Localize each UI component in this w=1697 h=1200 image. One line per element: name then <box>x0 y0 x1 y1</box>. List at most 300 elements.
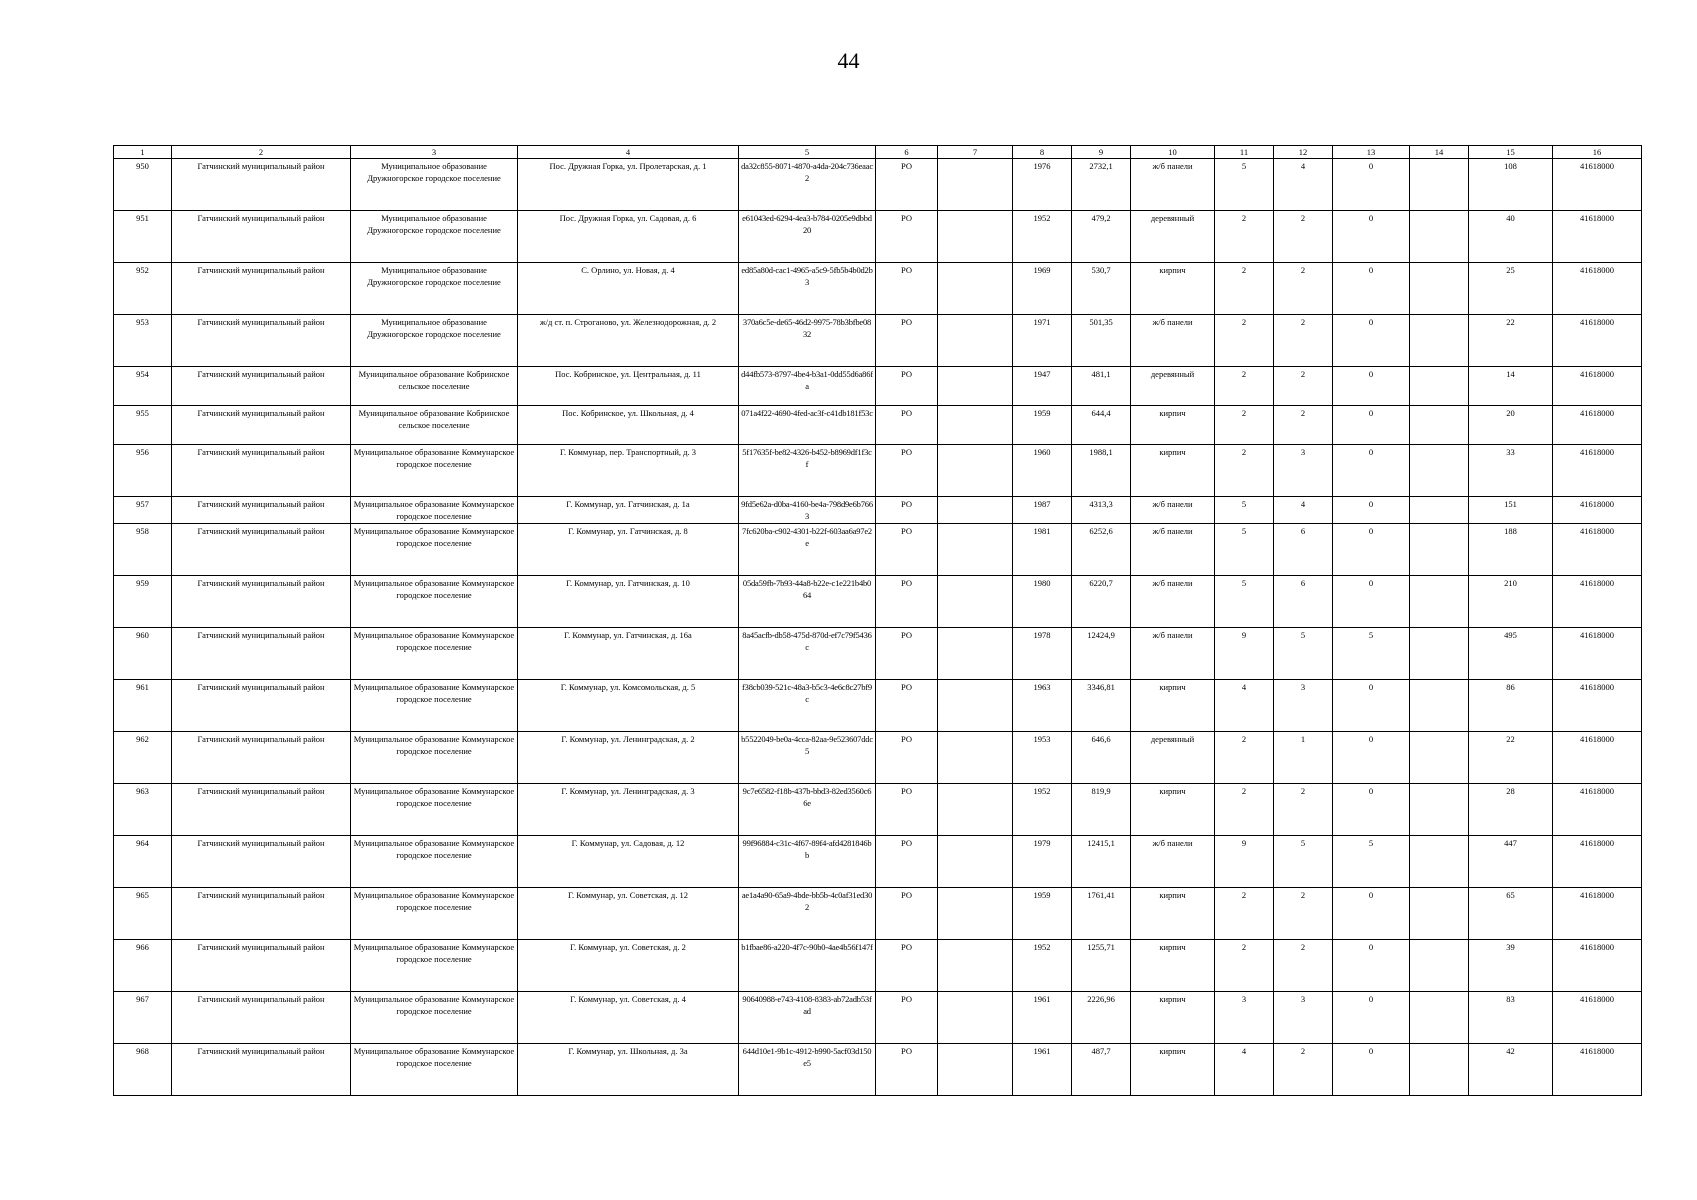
district-cell: Гатчинский муниципальный район <box>172 732 351 784</box>
floors-cell: 5 <box>1215 159 1274 211</box>
c6-cell: РО <box>876 888 938 940</box>
housing-registry-table <box>113 145 1642 1096</box>
area-cell: 530,7 <box>1072 263 1131 315</box>
c15-cell: 40 <box>1469 211 1553 263</box>
c6-cell: РО <box>876 628 938 680</box>
c14-cell <box>1410 445 1469 497</box>
municipality-cell: Муниципальное образование Коммунарское городское поселение <box>351 992 518 1044</box>
table-body <box>114 159 1642 1096</box>
floors-cell: 9 <box>1215 836 1274 888</box>
municipality-cell: Муниципальное образование Коммунарское городское поселение <box>351 576 518 628</box>
row-number: 950 <box>114 159 172 211</box>
c13-cell: 0 <box>1333 263 1410 315</box>
district-cell: Гатчинский муниципальный район <box>172 263 351 315</box>
c7-cell <box>938 159 1013 211</box>
material-cell: ж/б панели <box>1131 315 1215 367</box>
table-row <box>114 732 1642 784</box>
year-cell: 1987 <box>1013 497 1072 524</box>
oktmo-cell: 41618000 <box>1553 1044 1642 1096</box>
year-cell: 1961 <box>1013 1044 1072 1096</box>
c14-cell <box>1410 836 1469 888</box>
municipality-cell: Муниципальное образование Коммунарское городское поселение <box>351 888 518 940</box>
table-row <box>114 159 1642 211</box>
municipality-cell: Муниципальное образование Коммунарское городское поселение <box>351 628 518 680</box>
year-cell: 1980 <box>1013 576 1072 628</box>
row-number: 953 <box>114 315 172 367</box>
oktmo-cell: 41618000 <box>1553 406 1642 445</box>
district-cell: Гатчинский муниципальный район <box>172 445 351 497</box>
area-cell: 12415,1 <box>1072 836 1131 888</box>
oktmo-cell: 41618000 <box>1553 315 1642 367</box>
address-cell: Г. Коммунар, ул. Гатчинская, д. 16а <box>518 628 739 680</box>
c7-cell <box>938 263 1013 315</box>
municipality-cell: Муниципальное образование Коммунарское городское поселение <box>351 445 518 497</box>
table-row <box>114 406 1642 445</box>
guid-cell: 5f17635f-be82-4326-b452-b8969df1f3cf <box>739 445 876 497</box>
c13-cell: 0 <box>1333 445 1410 497</box>
area-cell: 487,7 <box>1072 1044 1131 1096</box>
entrances-cell: 3 <box>1274 680 1333 732</box>
district-cell: Гатчинский муниципальный район <box>172 576 351 628</box>
c15-cell: 188 <box>1469 524 1553 576</box>
entrances-cell: 1 <box>1274 732 1333 784</box>
c6-cell: РО <box>876 315 938 367</box>
material-cell: деревянный <box>1131 211 1215 263</box>
c13-cell: 0 <box>1333 888 1410 940</box>
year-cell: 1963 <box>1013 680 1072 732</box>
year-cell: 1952 <box>1013 784 1072 836</box>
c6-cell: РО <box>876 524 938 576</box>
area-cell: 12424,9 <box>1072 628 1131 680</box>
district-cell: Гатчинский муниципальный район <box>172 680 351 732</box>
oktmo-cell: 41618000 <box>1553 992 1642 1044</box>
c6-cell: РО <box>876 940 938 992</box>
c13-cell: 0 <box>1333 159 1410 211</box>
table-row <box>114 576 1642 628</box>
year-cell: 1978 <box>1013 628 1072 680</box>
c15-cell: 495 <box>1469 628 1553 680</box>
table-row <box>114 211 1642 263</box>
district-cell: Гатчинский муниципальный район <box>172 406 351 445</box>
area-cell: 819,9 <box>1072 784 1131 836</box>
table-row <box>114 524 1642 576</box>
guid-cell: 071a4f22-4690-4fed-ac3f-c41db181f53c <box>739 406 876 445</box>
district-cell: Гатчинский муниципальный район <box>172 497 351 524</box>
district-cell: Гатчинский муниципальный район <box>172 940 351 992</box>
c7-cell <box>938 497 1013 524</box>
c7-cell <box>938 1044 1013 1096</box>
floors-cell: 2 <box>1215 315 1274 367</box>
year-cell: 1959 <box>1013 406 1072 445</box>
row-number: 956 <box>114 445 172 497</box>
material-cell: кирпич <box>1131 445 1215 497</box>
area-cell: 1988,1 <box>1072 445 1131 497</box>
material-cell: ж/б панели <box>1131 576 1215 628</box>
c6-cell: РО <box>876 263 938 315</box>
guid-cell: e61043ed-6294-4ea3-b784-0205e9dbbd20 <box>739 211 876 263</box>
row-number: 967 <box>114 992 172 1044</box>
year-cell: 1953 <box>1013 732 1072 784</box>
c15-cell: 108 <box>1469 159 1553 211</box>
area-cell: 1255,71 <box>1072 940 1131 992</box>
address-cell: Г. Коммунар, ул. Советская, д. 12 <box>518 888 739 940</box>
table-row <box>114 680 1642 732</box>
column-header: 11 <box>1215 146 1274 159</box>
guid-cell: b1fbae86-a220-4f7c-90b0-4ae4b56f147f <box>739 940 876 992</box>
entrances-cell: 2 <box>1274 315 1333 367</box>
c14-cell <box>1410 524 1469 576</box>
year-cell: 1952 <box>1013 940 1072 992</box>
c14-cell <box>1410 888 1469 940</box>
c7-cell <box>938 680 1013 732</box>
c15-cell: 33 <box>1469 445 1553 497</box>
c6-cell: РО <box>876 445 938 497</box>
row-number: 954 <box>114 367 172 406</box>
municipality-cell: Муниципальное образование Дружногорское городское поселение <box>351 159 518 211</box>
area-cell: 3346,81 <box>1072 680 1131 732</box>
oktmo-cell: 41618000 <box>1553 159 1642 211</box>
column-header: 9 <box>1072 146 1131 159</box>
c14-cell <box>1410 263 1469 315</box>
municipality-cell: Муниципальное образование Коммунарское городское поселение <box>351 1044 518 1096</box>
guid-cell: d44fb573-8797-4be4-b3a1-0dd55d6a86fa <box>739 367 876 406</box>
c7-cell <box>938 940 1013 992</box>
district-cell: Гатчинский муниципальный район <box>172 367 351 406</box>
c7-cell <box>938 732 1013 784</box>
entrances-cell: 2 <box>1274 406 1333 445</box>
row-number: 952 <box>114 263 172 315</box>
year-cell: 1947 <box>1013 367 1072 406</box>
year-cell: 1952 <box>1013 211 1072 263</box>
address-cell: Пос. Дружная Горка, ул. Садовая, д. 6 <box>518 211 739 263</box>
material-cell: ж/б панели <box>1131 524 1215 576</box>
municipality-cell: Муниципальное образование Коммунарское городское поселение <box>351 940 518 992</box>
year-cell: 1981 <box>1013 524 1072 576</box>
column-header: 3 <box>351 146 518 159</box>
table-row <box>114 263 1642 315</box>
c14-cell <box>1410 680 1469 732</box>
entrances-cell: 4 <box>1274 497 1333 524</box>
column-header: 15 <box>1469 146 1553 159</box>
oktmo-cell: 41618000 <box>1553 576 1642 628</box>
area-cell: 501,35 <box>1072 315 1131 367</box>
c7-cell <box>938 628 1013 680</box>
floors-cell: 2 <box>1215 211 1274 263</box>
year-cell: 1960 <box>1013 445 1072 497</box>
municipality-cell: Муниципальное образование Коммунарское городское поселение <box>351 784 518 836</box>
column-header: 8 <box>1013 146 1072 159</box>
row-number: 964 <box>114 836 172 888</box>
floors-cell: 4 <box>1215 680 1274 732</box>
c14-cell <box>1410 628 1469 680</box>
column-header: 1 <box>114 146 172 159</box>
c6-cell: РО <box>876 732 938 784</box>
c14-cell <box>1410 940 1469 992</box>
address-cell: С. Орлино, ул. Новая, д. 4 <box>518 263 739 315</box>
municipality-cell: Муниципальное образование Коммунарское городское поселение <box>351 732 518 784</box>
c13-cell: 0 <box>1333 1044 1410 1096</box>
address-cell: Г. Коммунар, ул. Советская, д. 4 <box>518 992 739 1044</box>
guid-cell: 90640988-e743-4108-8383-ab72adb53fad <box>739 992 876 1044</box>
oktmo-cell: 41618000 <box>1553 888 1642 940</box>
c7-cell <box>938 315 1013 367</box>
entrances-cell: 2 <box>1274 263 1333 315</box>
row-number: 961 <box>114 680 172 732</box>
c7-cell <box>938 784 1013 836</box>
municipality-cell: Муниципальное образование Дружногорское городское поселение <box>351 263 518 315</box>
oktmo-cell: 41618000 <box>1553 263 1642 315</box>
address-cell: Г. Коммунар, ул. Ленинградская, д. 3 <box>518 784 739 836</box>
guid-cell: b5522049-be0a-4cca-82aa-9e523607ddc5 <box>739 732 876 784</box>
floors-cell: 2 <box>1215 888 1274 940</box>
floors-cell: 2 <box>1215 406 1274 445</box>
material-cell: кирпич <box>1131 263 1215 315</box>
address-cell: Г. Коммунар, ул. Гатчинская, д. 8 <box>518 524 739 576</box>
municipality-cell: Муниципальное образование Дружногорское городское поселение <box>351 315 518 367</box>
floors-cell: 9 <box>1215 628 1274 680</box>
address-cell: Г. Коммунар, ул. Советская, д. 2 <box>518 940 739 992</box>
c6-cell: РО <box>876 159 938 211</box>
c13-cell: 0 <box>1333 576 1410 628</box>
municipality-cell: Муниципальное образование Коммунарское городское поселение <box>351 524 518 576</box>
entrances-cell: 3 <box>1274 445 1333 497</box>
column-header: 4 <box>518 146 739 159</box>
entrances-cell: 2 <box>1274 888 1333 940</box>
table-row <box>114 315 1642 367</box>
c15-cell: 447 <box>1469 836 1553 888</box>
c6-cell: РО <box>876 680 938 732</box>
row-number: 959 <box>114 576 172 628</box>
table-row <box>114 628 1642 680</box>
entrances-cell: 3 <box>1274 992 1333 1044</box>
oktmo-cell: 41618000 <box>1553 836 1642 888</box>
row-number: 966 <box>114 940 172 992</box>
entrances-cell: 2 <box>1274 1044 1333 1096</box>
address-cell: Г. Коммунар, ул. Ленинградская, д. 2 <box>518 732 739 784</box>
column-header: 14 <box>1410 146 1469 159</box>
address-cell: ж/д ст. п. Строганово, ул. Железнодорожная, д. 2 <box>518 315 739 367</box>
address-cell: Г. Коммунар, ул. Гатчинская, д. 1а <box>518 497 739 524</box>
c13-cell: 0 <box>1333 406 1410 445</box>
row-number: 957 <box>114 497 172 524</box>
entrances-cell: 6 <box>1274 576 1333 628</box>
table-row <box>114 1044 1642 1096</box>
district-cell: Гатчинский муниципальный район <box>172 315 351 367</box>
column-header: 5 <box>739 146 876 159</box>
floors-cell: 2 <box>1215 367 1274 406</box>
c6-cell: РО <box>876 211 938 263</box>
district-cell: Гатчинский муниципальный район <box>172 211 351 263</box>
c7-cell <box>938 888 1013 940</box>
c14-cell <box>1410 576 1469 628</box>
c14-cell <box>1410 784 1469 836</box>
c13-cell: 0 <box>1333 992 1410 1044</box>
municipality-cell: Муниципальное образование Кобринское сельское поселение <box>351 406 518 445</box>
guid-cell: 9fd5e62a-d0ba-4160-be4a-798d9e6b7663 <box>739 497 876 524</box>
c15-cell: 25 <box>1469 263 1553 315</box>
area-cell: 4313,3 <box>1072 497 1131 524</box>
area-cell: 646,6 <box>1072 732 1131 784</box>
guid-cell: 99f96884-c31c-4f67-89f4-afd4281846bb <box>739 836 876 888</box>
c13-cell: 0 <box>1333 940 1410 992</box>
entrances-cell: 2 <box>1274 784 1333 836</box>
address-cell: Г. Коммунар, ул. Школьная, д. 3а <box>518 1044 739 1096</box>
row-number: 960 <box>114 628 172 680</box>
c15-cell: 22 <box>1469 315 1553 367</box>
table-row <box>114 445 1642 497</box>
c13-cell: 0 <box>1333 367 1410 406</box>
year-cell: 1979 <box>1013 836 1072 888</box>
page-number: 44 <box>837 48 860 73</box>
c14-cell <box>1410 406 1469 445</box>
material-cell: кирпич <box>1131 888 1215 940</box>
c14-cell <box>1410 992 1469 1044</box>
floors-cell: 2 <box>1215 263 1274 315</box>
area-cell: 479,2 <box>1072 211 1131 263</box>
oktmo-cell: 41618000 <box>1553 211 1642 263</box>
material-cell: кирпич <box>1131 1044 1215 1096</box>
district-cell: Гатчинский муниципальный район <box>172 784 351 836</box>
column-header: 7 <box>938 146 1013 159</box>
floors-cell: 2 <box>1215 940 1274 992</box>
c13-cell: 0 <box>1333 784 1410 836</box>
c14-cell <box>1410 1044 1469 1096</box>
c15-cell: 42 <box>1469 1044 1553 1096</box>
oktmo-cell: 41618000 <box>1553 680 1642 732</box>
area-cell: 1761,41 <box>1072 888 1131 940</box>
municipality-cell: Муниципальное образование Коммунарское городское поселение <box>351 836 518 888</box>
row-number: 958 <box>114 524 172 576</box>
c15-cell: 22 <box>1469 732 1553 784</box>
c14-cell <box>1410 367 1469 406</box>
area-cell: 6220,7 <box>1072 576 1131 628</box>
row-number: 963 <box>114 784 172 836</box>
column-header: 16 <box>1553 146 1642 159</box>
oktmo-cell: 41618000 <box>1553 445 1642 497</box>
c6-cell: РО <box>876 576 938 628</box>
area-cell: 644,4 <box>1072 406 1131 445</box>
guid-cell: 370a6c5e-de65-46d2-9975-78b3bfbe0832 <box>739 315 876 367</box>
oktmo-cell: 41618000 <box>1553 940 1642 992</box>
c6-cell: РО <box>876 992 938 1044</box>
row-number: 968 <box>114 1044 172 1096</box>
guid-cell: 8a45acfb-db58-475d-870d-ef7c79f5436c <box>739 628 876 680</box>
entrances-cell: 6 <box>1274 524 1333 576</box>
c15-cell: 151 <box>1469 497 1553 524</box>
column-header: 12 <box>1274 146 1333 159</box>
entrances-cell: 2 <box>1274 367 1333 406</box>
entrances-cell: 4 <box>1274 159 1333 211</box>
c13-cell: 0 <box>1333 315 1410 367</box>
material-cell: кирпич <box>1131 940 1215 992</box>
oktmo-cell: 41618000 <box>1553 524 1642 576</box>
column-number-header <box>114 146 1642 159</box>
entrances-cell: 2 <box>1274 211 1333 263</box>
district-cell: Гатчинский муниципальный район <box>172 836 351 888</box>
column-header: 13 <box>1333 146 1410 159</box>
guid-cell: 05da59fb-7b93-44a8-b22e-c1e221b4b064 <box>739 576 876 628</box>
c7-cell <box>938 524 1013 576</box>
year-cell: 1961 <box>1013 992 1072 1044</box>
district-cell: Гатчинский муниципальный район <box>172 992 351 1044</box>
floors-cell: 2 <box>1215 732 1274 784</box>
c6-cell: РО <box>876 367 938 406</box>
c7-cell <box>938 367 1013 406</box>
municipality-cell: Муниципальное образование Кобринское сельское поселение <box>351 367 518 406</box>
entrances-cell: 5 <box>1274 628 1333 680</box>
material-cell: кирпич <box>1131 992 1215 1044</box>
guid-cell: da32c855-8071-4870-a4da-204c736eaac2 <box>739 159 876 211</box>
floors-cell: 5 <box>1215 497 1274 524</box>
table-row <box>114 888 1642 940</box>
entrances-cell: 2 <box>1274 940 1333 992</box>
guid-cell: ed85a80d-cac1-4965-a5c9-5fb5b4b0d2b3 <box>739 263 876 315</box>
c13-cell: 0 <box>1333 211 1410 263</box>
c15-cell: 83 <box>1469 992 1553 1044</box>
table-row <box>114 940 1642 992</box>
floors-cell: 2 <box>1215 445 1274 497</box>
material-cell: кирпич <box>1131 680 1215 732</box>
district-cell: Гатчинский муниципальный район <box>172 628 351 680</box>
c13-cell: 5 <box>1333 628 1410 680</box>
c13-cell: 0 <box>1333 497 1410 524</box>
year-cell: 1976 <box>1013 159 1072 211</box>
area-cell: 2732,1 <box>1072 159 1131 211</box>
material-cell: кирпич <box>1131 406 1215 445</box>
material-cell: кирпич <box>1131 784 1215 836</box>
row-number: 962 <box>114 732 172 784</box>
material-cell: ж/б панели <box>1131 628 1215 680</box>
municipality-cell: Муниципальное образование Коммунарское городское поселение <box>351 497 518 524</box>
floors-cell: 4 <box>1215 1044 1274 1096</box>
c15-cell: 65 <box>1469 888 1553 940</box>
header-row <box>114 146 1642 159</box>
c15-cell: 86 <box>1469 680 1553 732</box>
c13-cell: 5 <box>1333 836 1410 888</box>
material-cell: деревянный <box>1131 732 1215 784</box>
material-cell: ж/б панели <box>1131 836 1215 888</box>
material-cell: ж/б панели <box>1131 497 1215 524</box>
c15-cell: 28 <box>1469 784 1553 836</box>
address-cell: Пос. Кобринское, ул. Центральная, д. 11 <box>518 367 739 406</box>
table-row <box>114 784 1642 836</box>
column-header: 10 <box>1131 146 1215 159</box>
column-header: 2 <box>172 146 351 159</box>
table-row <box>114 992 1642 1044</box>
address-cell: Г. Коммунар, ул. Садовая, д. 12 <box>518 836 739 888</box>
c6-cell: РО <box>876 497 938 524</box>
c15-cell: 39 <box>1469 940 1553 992</box>
table-row <box>114 367 1642 406</box>
oktmo-cell: 41618000 <box>1553 497 1642 524</box>
c15-cell: 210 <box>1469 576 1553 628</box>
district-cell: Гатчинский муниципальный район <box>172 1044 351 1096</box>
oktmo-cell: 41618000 <box>1553 628 1642 680</box>
c6-cell: РО <box>876 406 938 445</box>
table-row <box>114 836 1642 888</box>
district-cell: Гатчинский муниципальный район <box>172 159 351 211</box>
district-cell: Гатчинский муниципальный район <box>172 524 351 576</box>
c13-cell: 0 <box>1333 680 1410 732</box>
oktmo-cell: 41618000 <box>1553 732 1642 784</box>
area-cell: 2226,96 <box>1072 992 1131 1044</box>
c7-cell <box>938 992 1013 1044</box>
c14-cell <box>1410 211 1469 263</box>
c7-cell <box>938 576 1013 628</box>
municipality-cell: Муниципальное образование Дружногорское городское поселение <box>351 211 518 263</box>
year-cell: 1959 <box>1013 888 1072 940</box>
guid-cell: ae1a4a90-65a9-4bde-bb5b-4c0af31ed302 <box>739 888 876 940</box>
